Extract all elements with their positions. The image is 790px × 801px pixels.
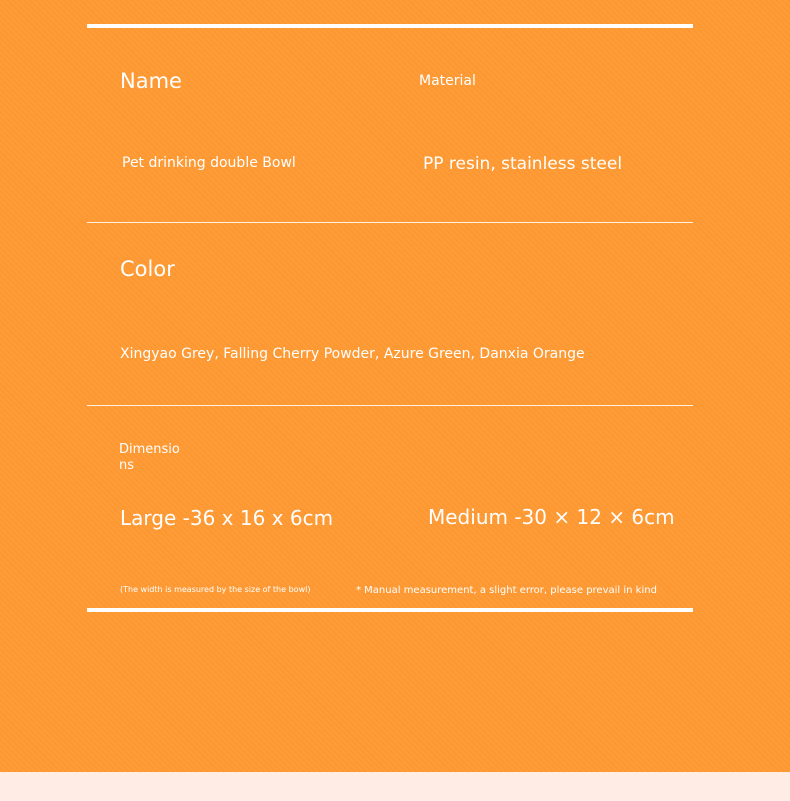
name-value: Pet drinking double Bowl [122,155,296,171]
color-label: Color [120,257,175,281]
name-label: Name [120,69,182,93]
bottom-divider [87,608,693,612]
color-value: Xingyao Grey, Falling Cherry Powder, Azure Green, Danxia Orange [120,346,585,362]
measurement-note: * Manual measurement, a slight error, please prevail in kind [356,585,657,596]
dimensions-label: Dimensions [119,442,180,473]
divider-2 [87,405,693,406]
material-label: Material [419,73,476,89]
large-size-value: Large -36 x 16 x 6cm [120,506,334,530]
top-divider [87,24,693,28]
medium-size-value: Medium -30 × 12 × 6cm [428,505,675,529]
material-value: PP resin, stainless steel [423,154,623,174]
bottom-band [0,772,790,801]
divider-1 [87,222,693,223]
width-note: (The width is measured by the size of the bowl) [120,585,311,594]
